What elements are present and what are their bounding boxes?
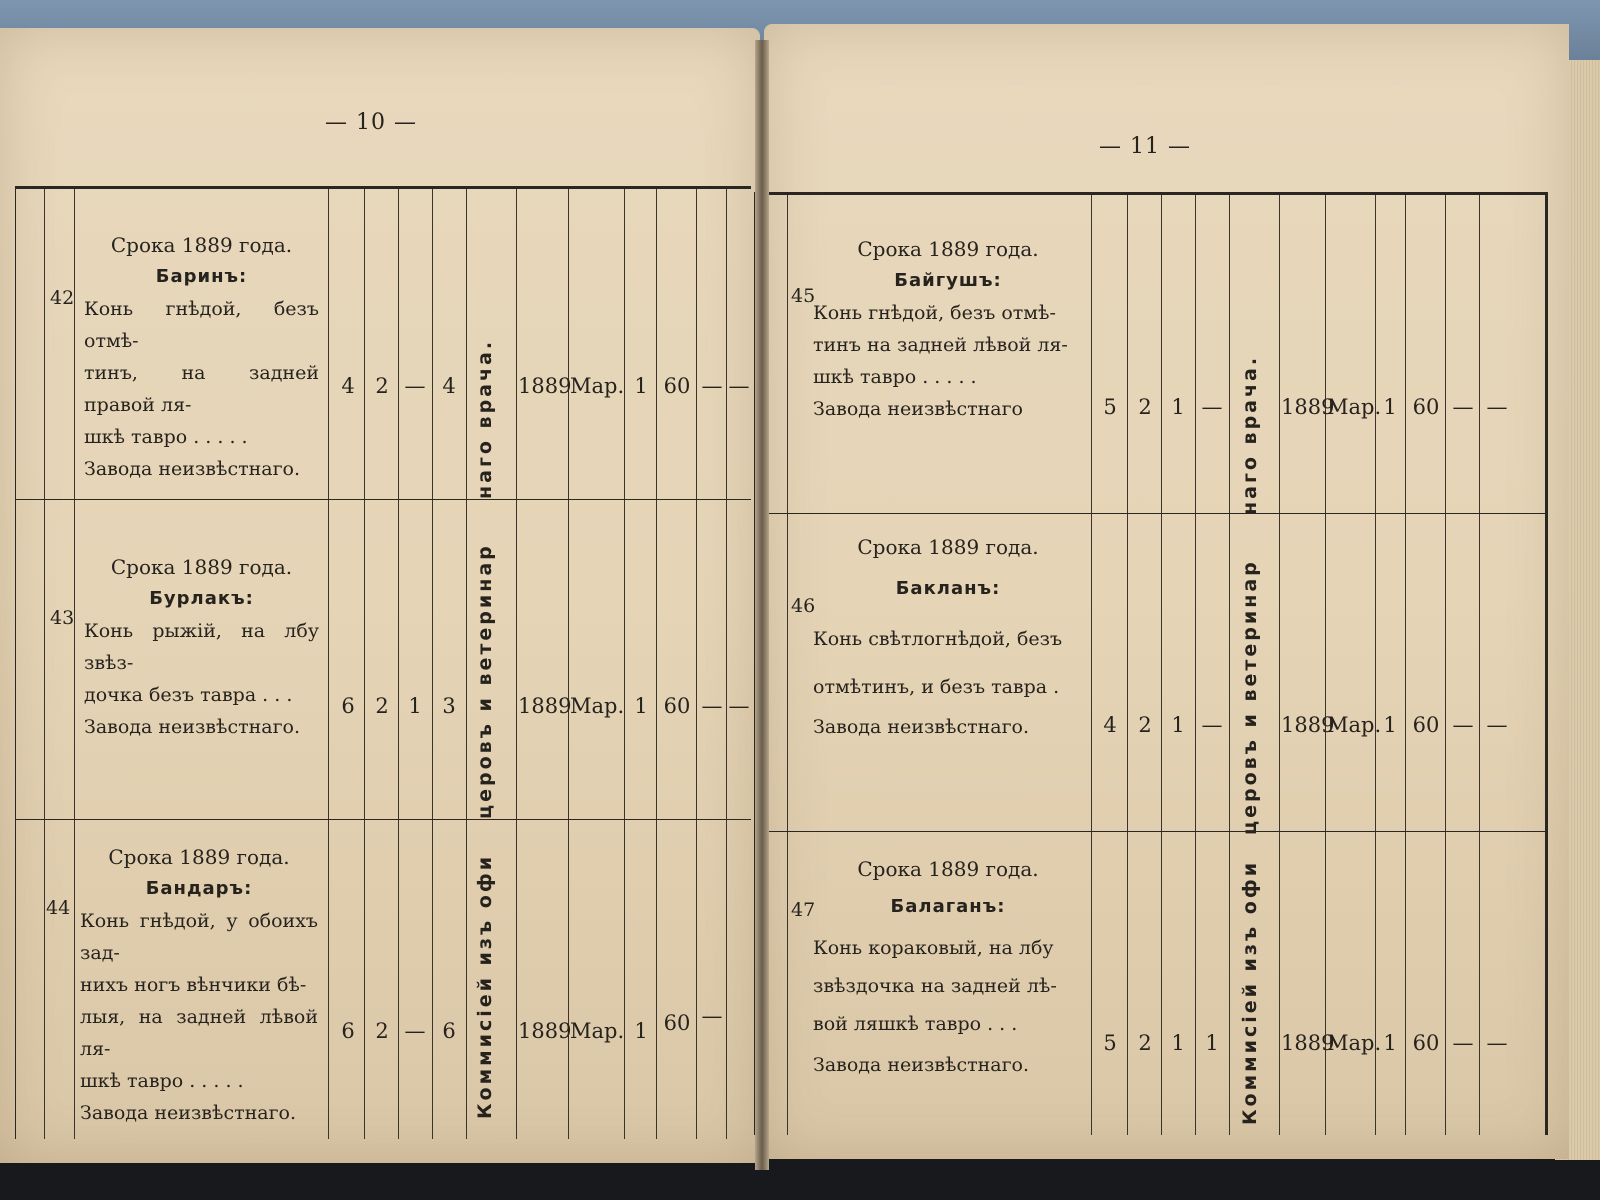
page-number: — 11 — [1099,134,1191,159]
value-cell: 2 [1138,395,1152,419]
horse-name: Бурлакъ: [149,588,254,609]
value-cell: — [1201,713,1223,737]
year-cell: 1889 [518,694,572,718]
ledger-row [16,189,751,500]
zavod-line: Завода неизвѣстнаго. [84,458,301,480]
value-cell: — [1486,1031,1508,1055]
entry-number: 42 [50,287,75,309]
value-cell: 2 [1138,1031,1152,1055]
value-cell: 60 [663,1011,691,1035]
value-cell: 2 [1138,713,1152,737]
year-cell: 1889 [1281,395,1335,419]
year-cell: 1889 [1281,1031,1335,1055]
zavod-line: Завода неизвѣстнаго. [813,716,1030,738]
value-cell: — [701,1004,723,1028]
entry-text [84,551,319,743]
entry-text [813,853,1083,1081]
zavod-line: Завода неизвѣстнаго [813,398,1023,420]
horse-name: Баринъ: [155,266,248,287]
entry-number: 43 [50,607,75,629]
horse-name: Бакланъ: [895,578,1001,599]
value-cell: 1 [1383,713,1397,737]
horse-description: Конь гнѣдой, безъ отмѣ- тинъ, на задней правой ля- шкѣ тавро . . . . . [84,298,319,448]
entry-text [813,531,1083,743]
ledger-row [755,195,1545,514]
entry-text [80,841,318,1129]
ledger-row [755,513,1545,832]
ledger-row [755,831,1545,1133]
value-cell: — [1486,395,1508,419]
value-cell: 1 [1171,1031,1185,1055]
ledger-table [15,186,751,1139]
entry-number: 44 [46,897,71,919]
entry-text [84,229,319,485]
year-cell: 1889 [518,374,572,398]
value-cell: 3 [442,694,456,718]
vertical-header: Коммисіей изъ офи [474,853,496,1119]
value-cell: 1 [1171,713,1185,737]
vertical-header: церовъ и ветеринар [1239,559,1261,835]
month-cell: Мар. [570,694,625,718]
srok-line: Срока 1889 года. [110,555,293,579]
horse-description: Конь гнѣдой, безъ отмѣ- тинъ на задней лѣвой ля- шкѣ тавро . . . . . [813,302,1068,388]
ledger-row [16,499,751,820]
horse-description: Конь рыжій, на лбу звѣз- дочка безъ тавра . . . [84,620,319,706]
zavod-line: Завода неизвѣстнаго. [80,1102,297,1124]
vertical-header: наго врача. [1239,354,1261,515]
value-cell: 1 [634,694,648,718]
horse-name: Балаганъ: [890,896,1006,917]
year-cell: 1889 [1281,713,1335,737]
horse-description: Конь свѣтлогнѣдой, безъ отмѣтинъ, и безъ тавра . [813,628,1063,698]
value-cell: — [1452,1031,1474,1055]
value-cell: 2 [375,694,389,718]
zavod-line: Завода неизвѣстнаго. [813,1054,1030,1076]
vertical-header: церовъ и ветеринар [474,543,496,819]
value-cell: — [1486,713,1508,737]
horse-description: Конь гнѣдой, у обоихъ зад- нихъ ногъ вѣнчики бѣ- лыя, на задней лѣвой ля- шкѣ тавро . . . . . [80,910,318,1092]
horse-name: Байгушъ: [894,270,1002,291]
value-cell: — [404,1019,426,1043]
right-page [764,24,1569,1159]
value-cell: 5 [1103,395,1117,419]
zavod-line: Завода неизвѣстнаго. [84,716,301,738]
value-cell: 60 [663,694,691,718]
srok-line: Срока 1889 года. [857,857,1039,881]
value-cell: 1 [1171,395,1185,419]
value-cell: — [1452,395,1474,419]
srok-line: Срока 1889 года. [108,845,290,869]
entry-number: 47 [791,899,816,921]
value-cell: — [701,374,723,398]
year-cell: 1889 [518,1019,572,1043]
month-cell: Мар. [570,374,625,398]
value-cell: — [1201,395,1223,419]
value-cell: — [404,374,426,398]
book-spine [755,40,769,1170]
value-cell: 5 [1103,1031,1117,1055]
value-cell: — [1452,713,1474,737]
value-cell: 60 [1412,395,1440,419]
value-cell: — [728,694,750,718]
value-cell: 60 [663,374,691,398]
horse-description: Конь кораковый, на лбу звѣздочка на задней лѣ- вой ляшкѣ тавро . . . [813,937,1057,1035]
value-cell: 6 [341,1019,355,1043]
ledger-row [16,819,751,1137]
value-cell: 1 [1205,1031,1219,1055]
page-number: — 10 — [325,110,417,135]
horse-name: Бандаръ: [145,878,253,899]
value-cell: 6 [442,1019,456,1043]
vertical-header: Коммисіей изъ офи [1239,859,1261,1125]
value-cell: 4 [1103,713,1117,737]
value-cell: 6 [341,694,355,718]
value-cell: — [728,374,750,398]
ledger-table [754,192,1548,1135]
left-page [0,28,760,1163]
value-cell: 2 [375,1019,389,1043]
entry-text [813,233,1083,425]
value-cell: — [701,694,723,718]
value-cell: 1 [634,374,648,398]
srok-line: Срока 1889 года. [857,237,1039,261]
value-cell: 1 [408,694,422,718]
value-cell: 4 [341,374,355,398]
value-cell: 60 [1412,713,1440,737]
srok-line: Срока 1889 года. [857,535,1039,559]
month-cell: Мар. [1327,1031,1382,1055]
vertical-header: наго врача. [474,338,496,499]
srok-line: Срока 1889 года. [110,233,293,257]
entry-number: 46 [791,595,816,617]
month-cell: Мар. [1327,395,1382,419]
value-cell: 60 [1412,1031,1440,1055]
month-cell: Мар. [570,1019,625,1043]
value-cell: 1 [634,1019,648,1043]
value-cell: 2 [375,374,389,398]
value-cell: 4 [442,374,456,398]
value-cell: 1 [1383,1031,1397,1055]
entry-number: 45 [791,285,816,307]
value-cell: 1 [1383,395,1397,419]
month-cell: Мар. [1327,713,1382,737]
